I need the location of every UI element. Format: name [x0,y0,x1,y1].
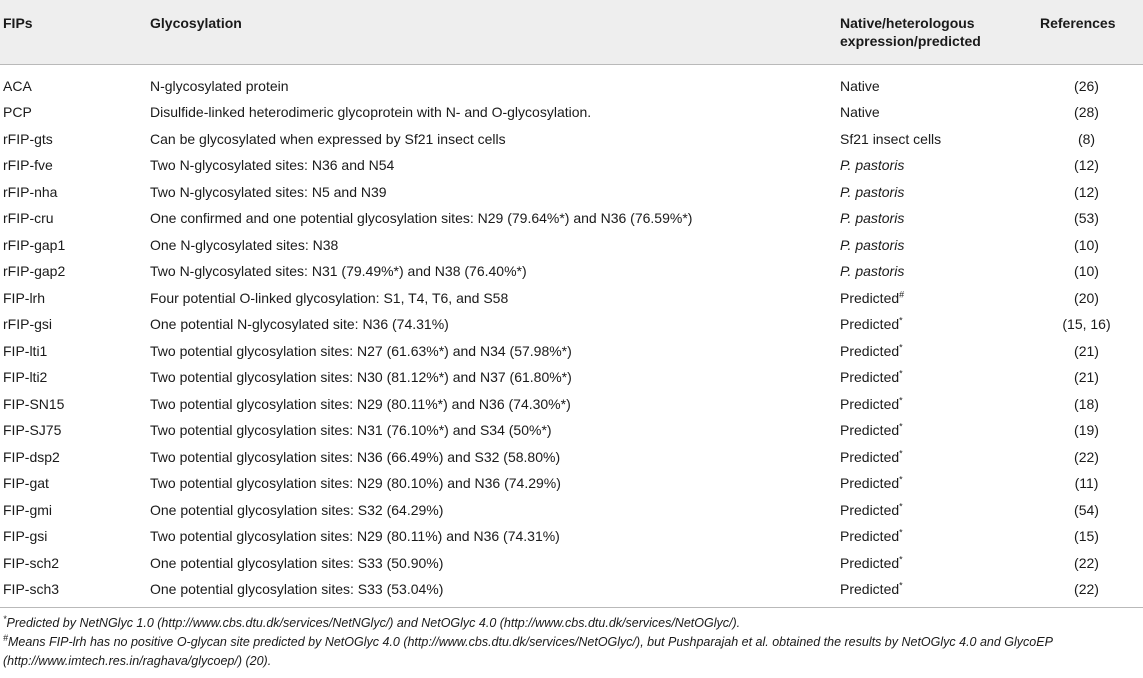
references-cell: (15) [1074,528,1099,545]
fip-cell: FIP-dsp2 [3,448,60,465]
expression-cell: Predicted* [840,342,903,359]
references-cell: (22) [1074,448,1099,465]
table-row [0,576,1143,607]
expression-cell: Predicted* [840,421,903,439]
glycosylation-cell: One potential N-glycosylated site: N36 (74.31%) [150,316,449,333]
fip-cell: FIP-lti2 [3,369,48,386]
references-cell: (12) [1074,157,1099,174]
footnote-asterisk: *Predicted by NetNGlyc 1.0 (http://www.cbs.dtu.dk/services/NetNGlyc/) and NetOGlyc 4.0 (http://www.cbs.dtu.dk/services/NetOGlyc/). [3,613,741,630]
references-cell: (19) [1074,422,1099,439]
header-expression [840,0,1040,64]
expression-cell: Native [840,104,880,121]
glycosylation-cell: Two potential glycosylation sites: N29 (80.11%*) and N36 (74.30%*) [150,395,571,412]
table-row [0,444,1143,471]
references-cell: (22) [1040,576,1143,607]
references-cell: (21) [1074,342,1099,359]
table-row [0,523,1143,550]
fip-cell: FIP-gat [3,475,49,492]
glycosylation-cell: Two potential glycosylation sites: N27 (61.63%*) and N34 (57.98%*) [150,342,572,359]
references-cell: (20) [1074,289,1099,306]
table-row [0,258,1143,285]
table-row [0,99,1143,126]
references-cell: (54) [1074,501,1099,518]
glycosylation-cell: One potential glycosylation sites: S33 (50.90%) [150,554,444,571]
expression-cell: P. pastoris [840,210,905,227]
table-body [0,64,1143,607]
glycosylation-cell: Two N-glycosylated sites: N31 (79.49%*) and N38 (76.40%*) [150,263,527,280]
references-cell: (26) [1074,77,1099,94]
glycosylation-cell: Two potential glycosylation sites: N29 (80.10%) and N36 (74.29%) [150,475,561,492]
references-cell: (10) [1074,236,1099,253]
table-row [0,179,1143,206]
fip-cell: rFIP-gap2 [3,263,66,280]
glycosylation-cell: One N-glycosylated sites: N38 [150,236,339,253]
glycosylation-cell: One potential glycosylation sites: S33 (53.04%) [150,576,840,607]
expression-cell: Sf21 insect cells [840,130,942,147]
references-cell: (12) [1074,183,1099,200]
references-cell: (21) [1074,369,1099,386]
table-row [0,338,1143,365]
expression-cell: P. pastoris [840,263,905,280]
fip-cell: rFIP-gts [3,130,53,147]
table-row [0,470,1143,497]
expression-cell: Native [840,77,880,94]
glycosylation-cell: One confirmed and one potential glycosylation sites: N29 (79.64%*) and N36 (76.59%*) [150,210,693,227]
fip-cell: rFIP-fve [3,157,53,174]
expression-cell: Predicted* [840,315,903,333]
references-cell: (10) [1074,263,1099,280]
header-row [0,0,1143,64]
table-row [0,232,1143,259]
expression-cell: Predicted# [840,289,905,306]
fip-cell: FIP-gmi [3,501,52,518]
expression-cell: P. pastoris [840,157,905,174]
header-references: References [1040,0,1143,64]
table-row [0,64,1143,99]
references-cell: (28) [1074,104,1099,121]
table-row [0,311,1143,338]
fip-cell: ACA [3,77,32,94]
glycosylation-cell: One potential glycosylation sites: S32 (64.29%) [150,501,444,518]
expression-cell: Predicted* [840,527,903,545]
fip-cell: FIP-sch2 [3,554,60,571]
table-header [0,0,1143,64]
expression-cell: Predicted* [840,368,903,386]
table-footnotes [3,614,1141,671]
fip-cell: FIP-SJ75 [3,422,62,439]
fip-cell: rFIP-nha [3,183,58,200]
glycosylation-cell: Two N-glycosylated sites: N36 and N54 [150,157,395,174]
table-row [0,285,1143,312]
expression-cell: Predicted* [840,395,903,412]
references-cell: (8) [1077,130,1096,147]
expression-cell: Predicted* [840,554,903,571]
fip-cell: FIP-lrh [3,289,45,306]
glycosylation-cell: Two potential glycosylation sites: N31 (76.10%*) and S34 (50%*) [150,422,552,439]
glycosylation-cell: Two potential glycosylation sites: N36 (66.49%) and S32 (58.80%) [150,448,561,465]
glycosylation-cell: Two N-glycosylated sites: N5 and N39 [150,183,387,200]
fip-cell: FIP-lti1 [3,342,48,359]
glycosylation-cell: Two potential glycosylation sites: N30 (81.12%*) and N37 (61.80%*) [150,369,572,386]
glycosylation-cell: N-glycosylated protein [150,77,289,94]
table-row [0,391,1143,418]
fip-cell: rFIP-gsi [3,316,52,333]
references-cell: (22) [1074,554,1099,571]
glycosylation-cell: Disulfide-linked heterodimeric glycoprotein with N- and O-glycosylation. [150,104,592,121]
glycosylation-cell: Four potential O-linked glycosylation: S1, T4, T6, and S58 [150,289,509,306]
header-fips: FIPs [0,0,150,64]
references-cell: (15, 16) [1062,316,1111,333]
header-expression-line2: expression/predicted [840,33,981,49]
footnote-hash: #Means FIP-lrh has no positive O-glycan site predicted by NetOGlyc 4.0 (http://www.cbs.dtu.dk/services/NetOGlyc/), but Pushparajah et al. obtained the results by NetOGlyc 4.0 and GlycoEP (http://www.imtech.res.in/raghava/glycoep/) (20). [3,632,1053,668]
expression-cell: P. pastoris [840,236,905,253]
table-row [0,152,1143,179]
fip-cell: PCP [3,104,32,121]
fip-cell: FIP-SN15 [3,395,65,412]
expression-cell: Predicted* [840,448,903,465]
references-cell: (53) [1074,210,1099,227]
table-row [0,126,1143,153]
table-row [0,417,1143,444]
references-cell: (18) [1074,395,1099,412]
fip-cell: FIP-sch3 [0,576,150,607]
expression-cell: P. pastoris [840,183,905,200]
references-cell: (11) [1074,475,1099,492]
fip-cell: FIP-gsi [3,528,48,545]
table-row [0,364,1143,391]
header-expression-line1: Native/heterologous [840,15,975,31]
expression-cell: Predicted* [840,576,1040,607]
table-row [0,205,1143,232]
expression-cell: Predicted* [840,474,903,492]
fip-cell: rFIP-gap1 [3,236,66,253]
expression-cell: Predicted* [840,501,903,518]
fip-cell: rFIP-cru [3,210,54,227]
table-row [0,497,1143,524]
header-glycosylation: Glycosylation [150,0,840,64]
glycosylation-cell: Can be glycosylated when expressed by Sf21 insect cells [150,130,506,147]
table-row [0,550,1143,577]
glycosylation-cell: Two potential glycosylation sites: N29 (80.11%) and N36 (74.31%) [150,528,560,545]
